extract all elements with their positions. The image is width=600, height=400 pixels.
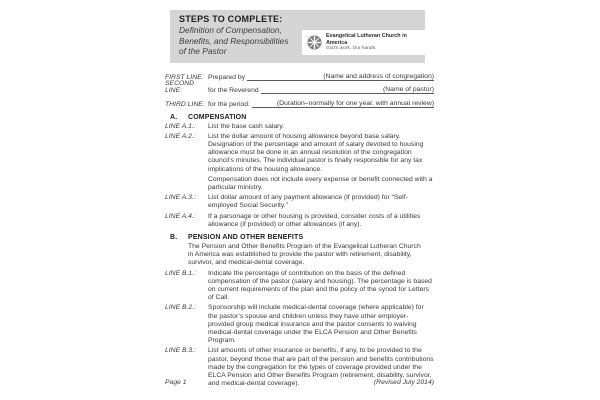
line-label: LINE A.2.: bbox=[165, 132, 196, 140]
header-box bbox=[170, 10, 425, 63]
line-b1 bbox=[165, 270, 434, 303]
section-b-intro: The Pension and Other Benefits Program of the Evangelical Lutheran Church in America was established to provide the pastor with retirement, disability, survivor, and medical-dental coverage. bbox=[188, 243, 421, 267]
section-title: COMPENSATION bbox=[188, 113, 247, 121]
form-text: Prepared by bbox=[208, 74, 246, 82]
paragraph: List the base cash salary. bbox=[208, 122, 285, 130]
form-text: for the period: bbox=[208, 100, 250, 108]
elca-emblem-icon bbox=[307, 35, 322, 50]
section-title: PENSION AND OTHER BENEFITS bbox=[188, 234, 304, 241]
paragraph: List amounts of other insurance or benefits, if any, to be provided to the pastor, beyond those that are part of the pension and benefits contributions made by the congregation for the types of coverage provided under the ELCA Pension and Other Benefits Program (retirement, disability, survivor, and medical-dental coverage). bbox=[208, 347, 434, 388]
line-body bbox=[208, 270, 434, 303]
blank-underline bbox=[252, 100, 277, 108]
section-compensation bbox=[165, 114, 434, 229]
line-body bbox=[208, 133, 434, 192]
line-body bbox=[208, 123, 434, 131]
page-number: Page 1 bbox=[165, 379, 187, 386]
form-annotation: (Name of pastor) bbox=[383, 86, 434, 94]
page-footer bbox=[165, 379, 434, 386]
form-label: THIRD LINE: bbox=[165, 100, 205, 108]
revision-date: (Revised July 2014) bbox=[373, 379, 434, 386]
line-body bbox=[208, 213, 434, 229]
form-annotation: (Name and address of congregation) bbox=[323, 73, 434, 81]
line-label: LINE A.4.: bbox=[165, 212, 196, 220]
line-a2 bbox=[165, 133, 434, 192]
subtitle-line-1: Definition of Compensation, bbox=[179, 25, 282, 35]
section-pension-benefits bbox=[165, 234, 434, 388]
form-label: SECOND LINE: bbox=[165, 80, 195, 95]
blank-underline bbox=[247, 73, 323, 81]
elca-logo bbox=[302, 30, 426, 55]
section-letter: B. bbox=[170, 234, 178, 241]
line-a3 bbox=[165, 194, 434, 210]
line-a1 bbox=[165, 123, 434, 131]
org-name: Evangelical Lutheran Church in America bbox=[326, 33, 407, 46]
section-letter: A. bbox=[170, 113, 178, 121]
paragraph: List the dollar amount of housing allowance beyond base salary. Designation of the percentage and amount of salary devoted to housing allowance must be done in an annual resolution of the congregation council’s minutes. The individual pastor is finally responsible for any tax implications of the housing allowance. bbox=[208, 132, 424, 173]
paragraph: Indicate the percentage of contribution on the basis of the defined compensation of the pastor (salary and housing). The percentage is based on current requirements of the plan and the policy of the synod for Letters of Call. bbox=[208, 269, 432, 302]
paragraph: List dollar amount of any payment allowance (if provided) for “Self-employed Social Security.” bbox=[208, 194, 408, 210]
form-lines bbox=[165, 69, 434, 109]
form-text: for the Reverend bbox=[208, 87, 259, 95]
line-label: LINE A.1.: bbox=[165, 122, 196, 130]
blank-underline bbox=[261, 86, 383, 94]
line-label: LINE A.3.: bbox=[165, 194, 196, 202]
form-row-third-line bbox=[165, 95, 434, 108]
line-a4 bbox=[165, 213, 434, 229]
subtitle-line-3: of the Pastor bbox=[179, 46, 227, 57]
document-body bbox=[165, 10, 434, 390]
line-body bbox=[208, 194, 434, 210]
page-title: STEPS TO COMPLETE: bbox=[179, 14, 283, 24]
line-label: LINE B.2.: bbox=[165, 304, 196, 312]
line-label: LINE B.1.: bbox=[165, 269, 196, 277]
paragraph: Sponsorship will include medical-dental coverage (where applicable) for the pastor’s spouse and children unless they have other employer-provided group medical insurance and the pastor consents to waiving medical-dental coverage under the ELCA Pension and Other Benefits Program. bbox=[208, 304, 424, 345]
section-b-heading bbox=[170, 234, 434, 241]
form-row-second-line bbox=[165, 82, 434, 95]
line-b2 bbox=[165, 304, 434, 345]
org-tagline: God’s work. Our hands. bbox=[326, 46, 377, 51]
form-label: FIRST LINE: bbox=[165, 74, 204, 82]
line-label: LINE B.3.: bbox=[165, 347, 196, 355]
paragraph: Compensation does not include every expense or benefit connected with a particular ministry. bbox=[208, 175, 433, 191]
section-a-heading bbox=[170, 114, 434, 121]
subtitle-line-2: Benefits, and Responsibilities bbox=[179, 35, 289, 46]
logo-text bbox=[326, 33, 426, 52]
form-annotation: (Duration–normally for one year, with annual review) bbox=[276, 99, 434, 107]
paragraph: If a parsonage or other housing is provided, consider costs of a utilities allowance (if provided) or other allowances (if any). bbox=[208, 212, 421, 228]
line-body bbox=[208, 304, 434, 345]
